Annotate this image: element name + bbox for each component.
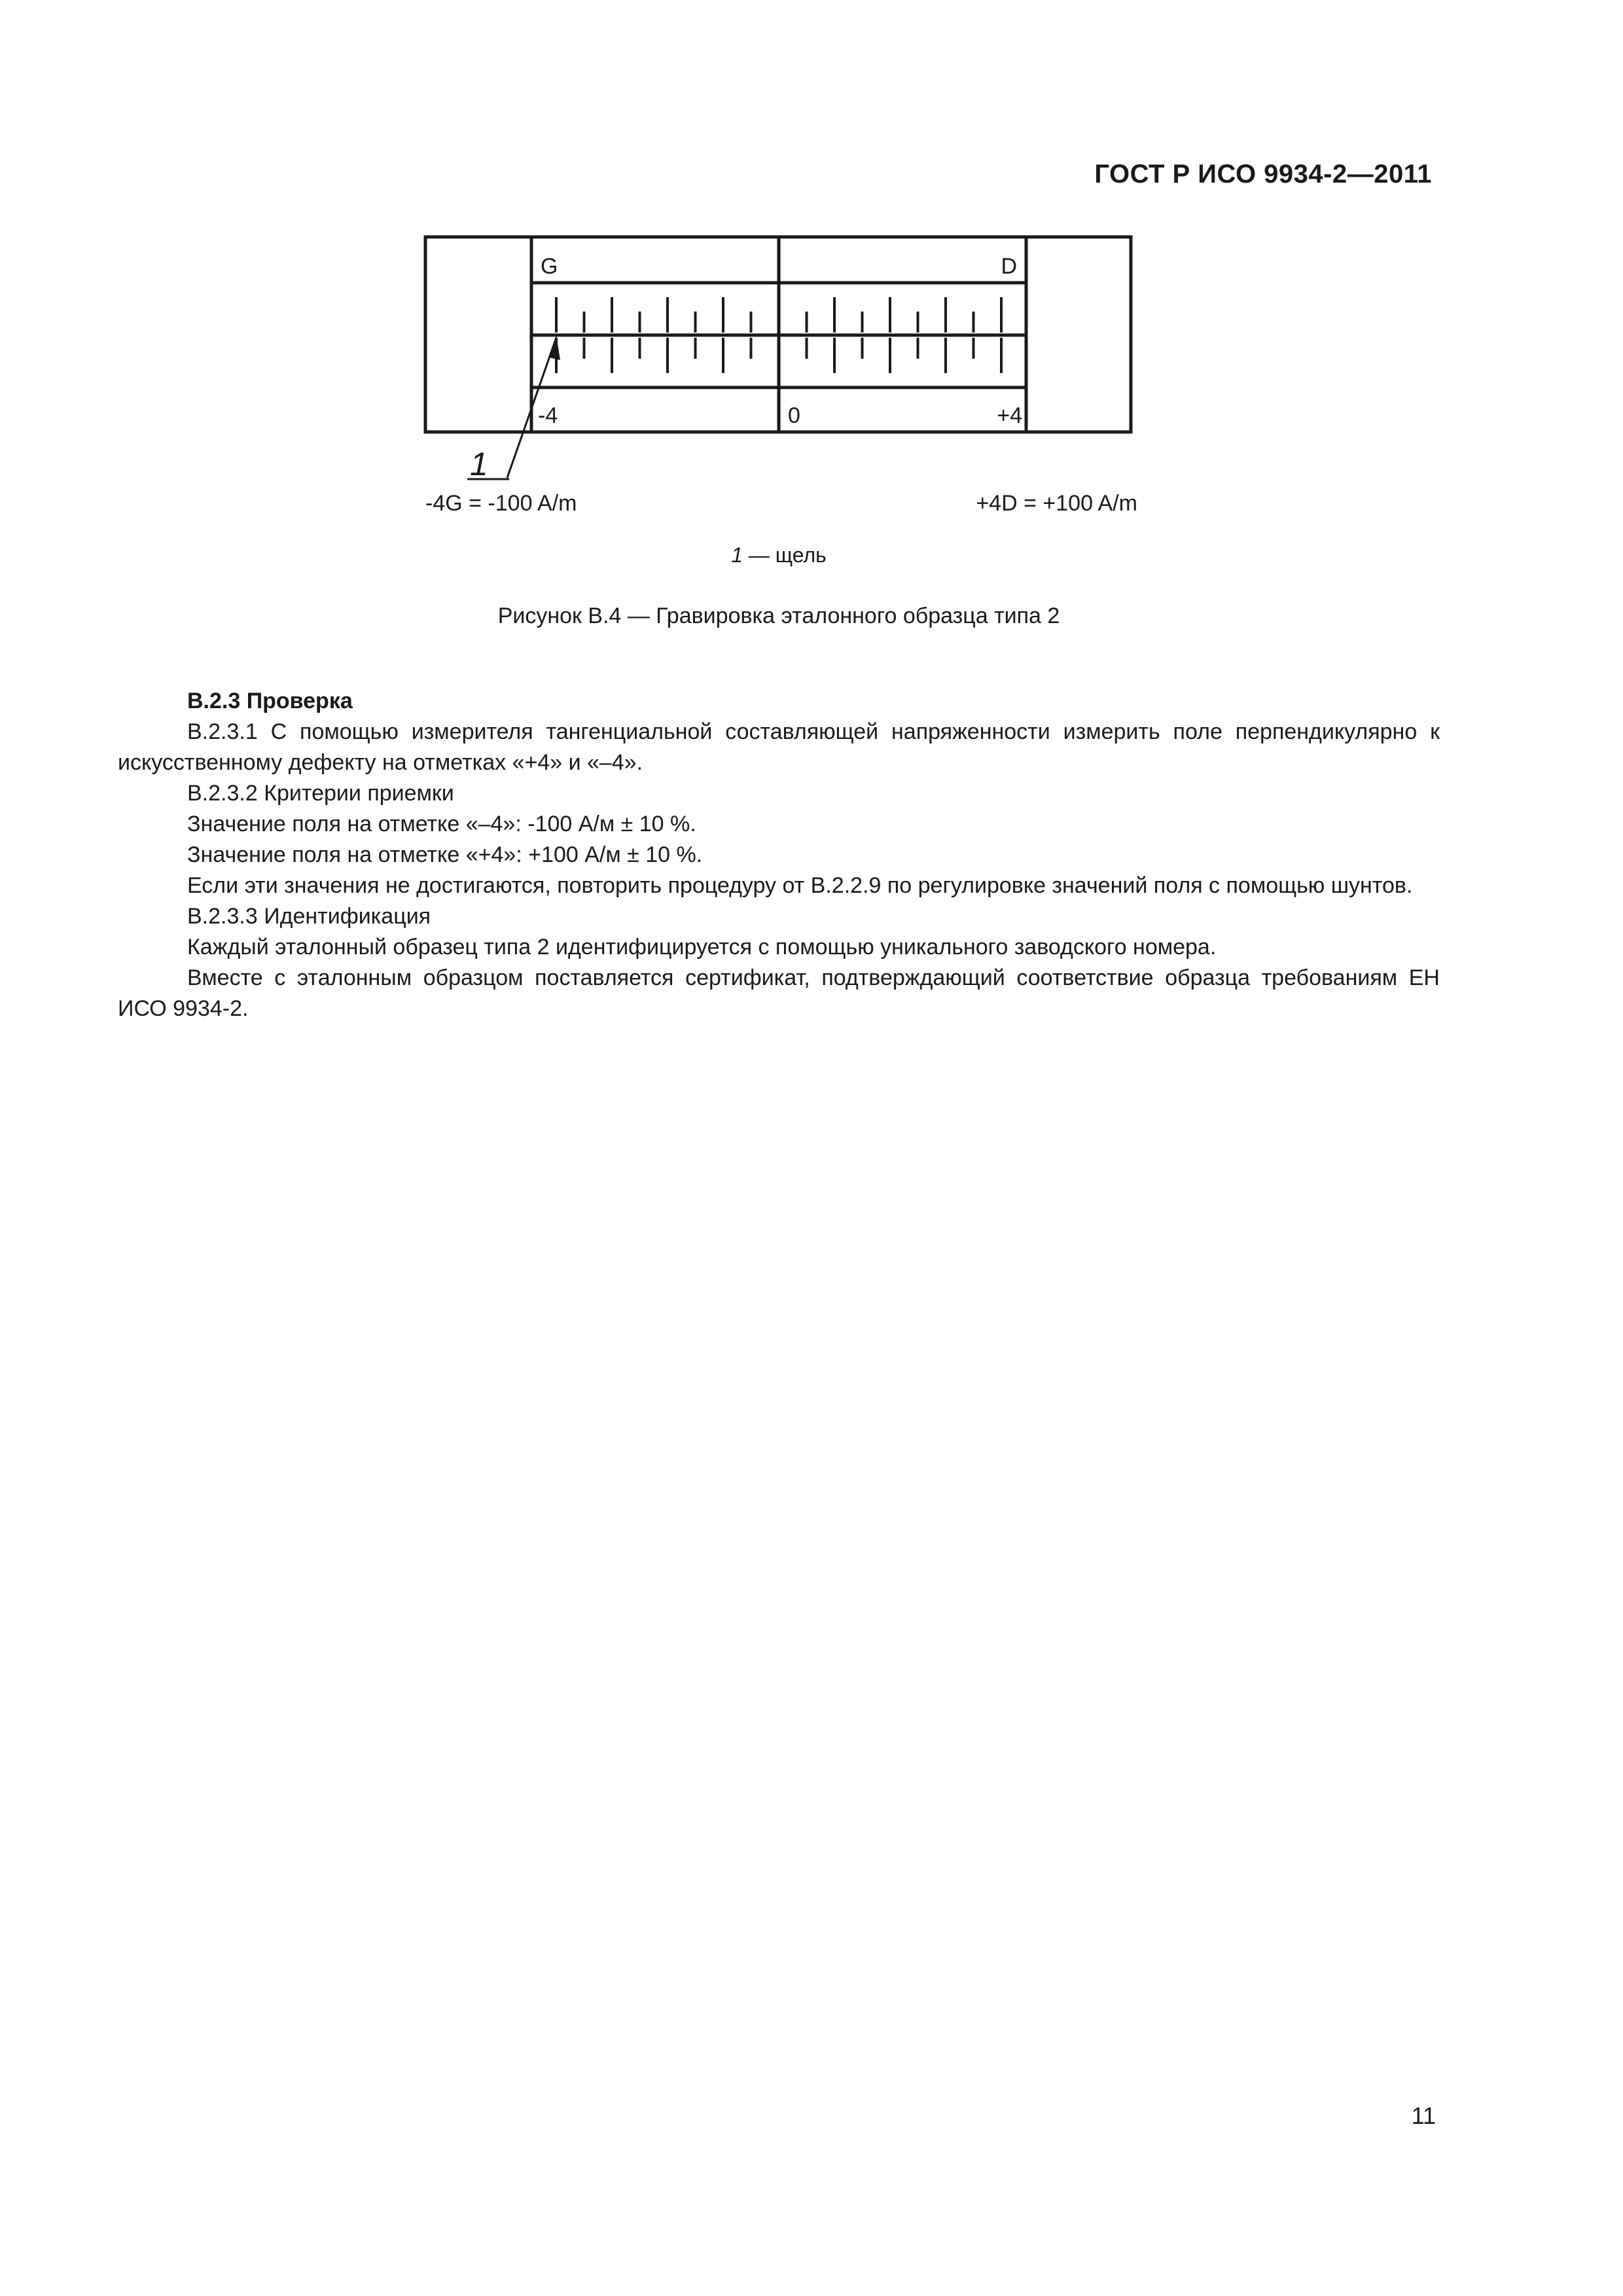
callout-number: 1 [470,446,488,482]
page-number: 11 [1411,2102,1436,2129]
body-text [118,686,1440,1024]
paragraph: В.2.3.3 Идентификация [187,904,431,929]
label-d: D [1001,254,1017,279]
tick-marks-upper [556,297,1001,332]
figure-caption: Рисунок В.4 — Гравировка эталонного образца типа 2 [497,603,1060,628]
standard-header: ГОСТ Р ИСО 9934-2—2011 [1094,160,1432,188]
legend-text: — щель [742,543,827,567]
paragraph: Каждый эталонный образец типа 2 идентифицируется с помощью уникального заводского номера. [187,935,1217,960]
scale-label-zero: 0 [788,403,800,428]
paragraph: Значение поля на отметке «–4»: -100 А/м ± 10 %. [187,812,696,836]
paragraph: В.2.3.1 С помощью измерителя тангенциальной составляющей напряженности измерить поле перпендикулярно к искусственному дефекту на отметках «+4» и «–4». [118,719,1440,775]
paragraph: Вместе с эталонным образцом поставляется сертификат, подтверждающий соответствие образца требованиям ЕН ИСО 9934-2. [118,965,1440,1021]
callout-arrowhead [548,335,560,360]
label-g: G [541,254,558,279]
right-field-value: +4D = +100 A/m [976,491,1137,516]
section-heading: В.2.3 Проверка [187,689,353,713]
legend-number: 1 [731,543,743,567]
left-field-value: -4G = -100 A/m [425,491,577,516]
scale-label-plus4: +4 [997,403,1022,428]
scale-label-minus4: -4 [538,403,558,428]
paragraph: В.2.3.2 Критерии приемки [187,781,454,806]
paragraph: Значение поля на отметке «+4»: +100 А/м ± 10 %. [187,842,703,867]
paragraph: Если эти значения не достигаются, повторить процедуру от В.2.2.9 по регулировке значений поля с помощью шунтов. [187,873,1413,898]
figure-legend [0,543,1558,567]
tick-marks-lower [556,338,1001,373]
